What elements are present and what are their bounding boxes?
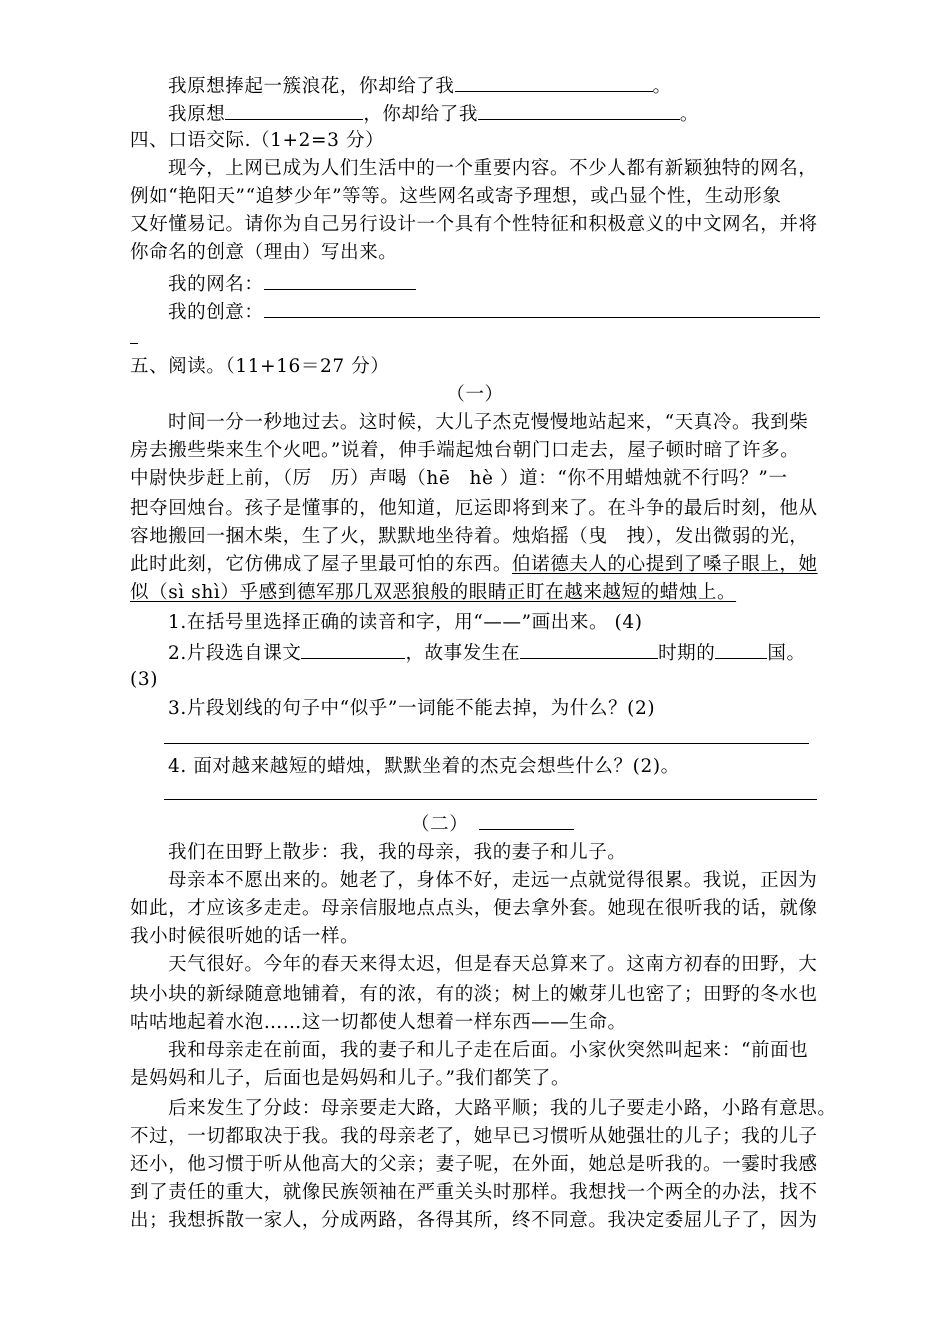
reading-line: 我和母亲走在前面，我的妻子和儿子走在后面。小家伙突然叫起来：“前面也	[168, 1040, 809, 1061]
reading-line: 不过，一切都取决于我。我的母亲老了，她早已习惯听从她强壮的儿子；我的儿子	[130, 1126, 818, 1147]
text: 我原想捧起一簇浪花，你却给了我	[168, 76, 455, 97]
underlined-sentence: 伯诺德夫人的心提到了嗓子眼上，她	[512, 554, 818, 575]
part-1-title: （一）	[446, 384, 504, 405]
question-3: 3.片段划线的句子中“似乎”一词能不能去掉，为什么？(2)	[168, 698, 656, 719]
paragraph-line: 现今，上网已成为人们生活中的一个重要内容。不少人都有新颖独特的网名，	[168, 158, 818, 179]
section-4-heading: 四、口语交际.（1+2=3 分）	[130, 130, 385, 151]
reading-line	[130, 553, 830, 577]
text: 时期的	[658, 643, 716, 664]
text: ，你却给了我	[363, 104, 478, 125]
reading-line: 是妈妈和儿子，后面也是妈妈和儿子。”我们都笑了。	[130, 1068, 571, 1089]
reading-line: 中尉快步赶上前，（厉 历）声喝（hē hè ）道：“你不用蜡烛就不行吗？”一	[130, 468, 788, 489]
net-name-row	[168, 271, 868, 297]
question-4: 4. 面对越来越短的蜡烛，默默坐着的杰克会想些什么？(2)。	[168, 756, 680, 777]
reading-line: 把夺回烛台。孩子是懂事的，他知道，厄运即将到来了。在斗争的最后时刻，他从	[130, 498, 818, 519]
reading-line: 出；我想拆散一家人，分成两路，各得其所，终不同意。我决定委屈儿子了，因为	[130, 1210, 818, 1231]
answer-blank[interactable]	[715, 640, 767, 659]
section-5-heading: 五、阅读。（11+16＝27 分）	[130, 356, 390, 377]
reading-line: 到了责任的重大，就像民族领袖在严重关头时那样。我想找一个两全的办法，找不	[130, 1182, 818, 1203]
fill-line-1	[168, 73, 868, 99]
part-2-title-blank[interactable]	[479, 811, 574, 830]
paragraph-line: 又好懂易记。请你为自己另行设计一个具有个性特征和积极意义的中文网名，并将	[130, 214, 818, 235]
text: 2.片段选自课文	[168, 643, 302, 664]
reading-line: 还小，他习惯于听从他高大的父亲；妻子呢，在外面，她总是听我的。一霎时我感	[130, 1154, 818, 1175]
net-name-label: 我的网名：	[168, 274, 264, 295]
question-2	[168, 640, 868, 666]
answer-line[interactable]	[164, 743, 809, 744]
answer-blank[interactable]	[301, 640, 405, 659]
text: ，故事发生在	[405, 643, 521, 664]
reading-line: 块小块的新绿随意地铺着，有的浓，有的淡；树上的嫩芽儿也密了；田野的冬水也	[130, 984, 818, 1005]
reading-line: 天气很好。今年的春天来得太迟，但是春天总算来了。这南方初春的田野，大	[168, 954, 818, 975]
question-2-score: (3)	[130, 669, 159, 690]
answer-blank[interactable]	[455, 73, 653, 92]
reading-line: 咕咕地起着水泡……这一切都使人想着一样东西——生命。	[130, 1012, 627, 1033]
reading-line: 母亲本不愿出来的。她老了，身体不好，走远一点就觉得很累。我说，正因为	[168, 870, 818, 891]
question-1: 1.在括号里选择正确的读音和字，用“——”画出来。 (4)	[168, 612, 643, 633]
idea-row	[168, 299, 868, 325]
text: 此时此刻，它仿佛成了屋子里最可怕的东西。	[130, 554, 513, 575]
reading-line: 我们在田野上散步：我，我的母亲，我的妻子和儿子。	[168, 842, 627, 863]
reading-line: 我小时候很听她的话一样。	[130, 926, 360, 947]
reading-line: 容地搬回一捆木柴，生了火，默默地坐待着。烛焰摇（曳 拽），发出微弱的光，	[130, 526, 809, 547]
answer-blank[interactable]	[478, 101, 680, 120]
net-name-blank[interactable]	[264, 271, 416, 290]
fill-line-2	[168, 101, 868, 127]
answer-line[interactable]	[164, 799, 817, 800]
stray-dash	[130, 343, 138, 344]
part-2-title: （二）	[411, 814, 469, 835]
answer-blank[interactable]	[520, 640, 658, 659]
reading-line: 时间一分一秒地过去。这时候，大儿子杰克慢慢地站起来，“天真冷。我到柴	[168, 412, 809, 433]
underlined-sentence: 似（sì shì）乎感到德军那几双恶狼般的眼睛正盯在越来越短的蜡烛上。	[130, 582, 737, 603]
idea-blank[interactable]	[264, 299, 820, 318]
paragraph-line: 你命名的创意（理由）写出来。	[130, 242, 398, 263]
paragraph-line: 例如“艳阳天”“追梦少年”等等。这些网名或寄予理想，或凸显个性，生动形象	[130, 186, 782, 207]
reading-line: 后来发生了分歧：母亲要走大路，大路平顺；我的儿子要走小路，小路有意思。	[168, 1098, 837, 1119]
idea-label: 我的创意：	[168, 302, 264, 323]
text: 。	[679, 104, 700, 125]
text: 我原想	[168, 104, 226, 125]
text: 国。	[767, 643, 806, 664]
text: 。	[652, 76, 672, 97]
part-2-title-row	[411, 811, 611, 837]
reading-line: 如此，才应该多走走。母亲信服地点点头，便去拿外套。她现在很听我的话，就像	[130, 898, 818, 919]
reading-line: 房去搬些柴来生个火吧。”说着，伸手端起烛台朝门口走去，屋子顿时暗了许多。	[130, 440, 800, 461]
answer-blank[interactable]	[225, 101, 363, 120]
